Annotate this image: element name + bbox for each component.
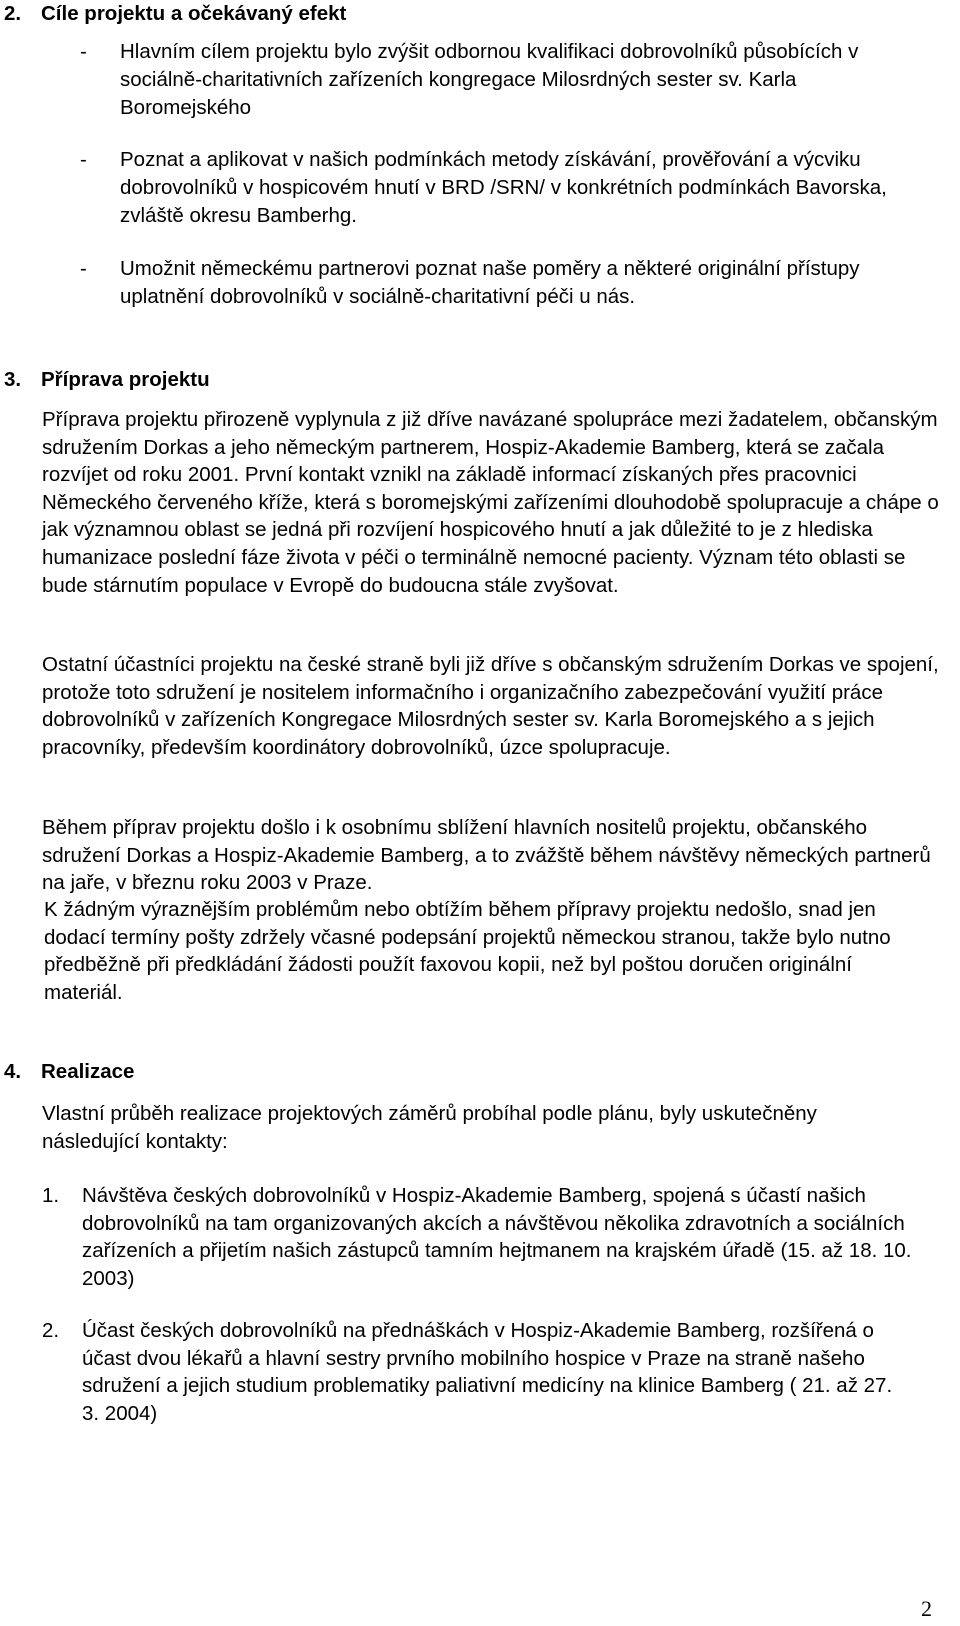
section-4-title: Realizace (41, 1060, 135, 1083)
section-2-title: Cíle projektu a očekávaný efekt (41, 2, 347, 25)
section-2-bullet-2 (80, 146, 905, 230)
section-4-heading (4, 1058, 134, 1086)
section-3-title: Příprava projektu (41, 368, 210, 391)
section-3-paragraph-1: Příprava projektu přirozeně vyplynula z již dříve navázané spolupráce mezi žadatelem, občanským sdružením Dorkas a jeho německým partnerem, Hospiz-Akademie Bamberg, která se začala rozvíjet od roku 2001. První kontakt vznikl na základě informací získaných přes pracovnici Německého červeného kříže, která s boromejskými zařízeními dlouhodobě spolupracuje a chápe o jak významnou oblast se jedná při rozvíjení hospicového hnutí a jak důležité to je z hlediska humanizace poslední fáze života v péči o terminálně nemocné pacienty. Význam této oblasti se bude stárnutím populace v Evropě do budoucna stále zvyšovat. (42, 408, 939, 597)
section-3-heading (4, 366, 210, 394)
section-4-intro: Vlastní průběh realizace projektových záměrů probíhal podle plánu, byly uskutečněny následující kontakty: (42, 1102, 817, 1153)
section-3-number: 3. (4, 368, 22, 391)
bullet-text: Hlavním cílem projektu bylo zvýšit odbornou kvalifikaci dobrovolníků působících v sociálně-charitativních zařízeních kongregace Milosrdných sester sv. Karla Boromejského (120, 40, 859, 119)
section-4-item-1 (42, 1182, 912, 1292)
bullet-dash: - (80, 40, 87, 63)
bullet-dash: - (80, 148, 87, 171)
section-2-heading (4, 0, 346, 28)
section-3-paragraph-2: Ostatní účastníci projektu na české straně byli již dříve s občanským sdružením Dorkas ve spojení, protože toto sdružení je nositelem informačního i organizačního zabezpečování využití práce dobrovolníků v zařízeních Kongregace Milosrdných sester sv. Karla Boromejského a s jejich pracovníky, především koordinátory dobrovolníků, úzce spolupracuje. (42, 653, 939, 759)
section-2-bullet-3 (80, 255, 905, 311)
section-3-paragraph-3: Během příprav projektu došlo i k osobnímu sblížení hlavních nositelů projektu, občanského sdružení Dorkas a Hospiz-Akademie Bamberg, a to zvážště během návštěvy německých partnerů na jaře, v březnu roku 2003 v Praze. (42, 816, 931, 895)
list-number: 1. (42, 1184, 60, 1207)
bullet-dash: - (80, 257, 87, 280)
bullet-text: Umožnit německému partnerovi poznat naše poměry a některé originální přístupy uplatnění dobrovolníků v sociálně-charitativní péči u nás. (120, 257, 860, 308)
section-3-paragraph-4: K žádným výraznějším problémům nebo obtížím během přípravy projektu nedošlo, snad jen dodací termíny pošty zdržely včasné podepsání projektů německou stranou, takže bylo nutno předběžně při předkládání žádosti použít faxovou kopii, než byl poštou doručen originální materiál. (44, 898, 891, 1004)
list-item-text: Účast českých dobrovolníků na přednáškách v Hospiz-Akademie Bamberg, rozšířená o účast dvou lékařů a hlavní sestry prvního mobilního hospice v Praze na straně našeho sdružení a jejich studium problematiky paliativní medicíny na klinice Bamberg ( 21. až 27. 3. 2004) (82, 1319, 893, 1425)
section-2-number: 2. (4, 2, 22, 25)
list-number: 2. (42, 1319, 60, 1342)
page-number: 2 (921, 1596, 932, 1621)
list-item-text: Návštěva českých dobrovolníků v Hospiz-Akademie Bamberg, spojená s účastí našich dobrovolníků na tam organizovaných akcích a návštěvou několika zdravotních a sociálních zařízeních a přijetím našich zástupců tamním hejtmanem na krajském úřadě (15. až 18. 10. 2003) (82, 1184, 912, 1290)
bullet-text: Poznat a aplikovat v našich podmínkách metody získávání, prověřování a výcviku dobrovolníků v hospicovém hnutí v BRD /SRN/ v konkrétních podmínkách Bavorska, zvláště okresu Bamberhg. (120, 148, 887, 227)
section-4-item-2 (42, 1317, 912, 1427)
section-4-number: 4. (4, 1060, 22, 1083)
section-2-bullet-1 (80, 38, 905, 122)
